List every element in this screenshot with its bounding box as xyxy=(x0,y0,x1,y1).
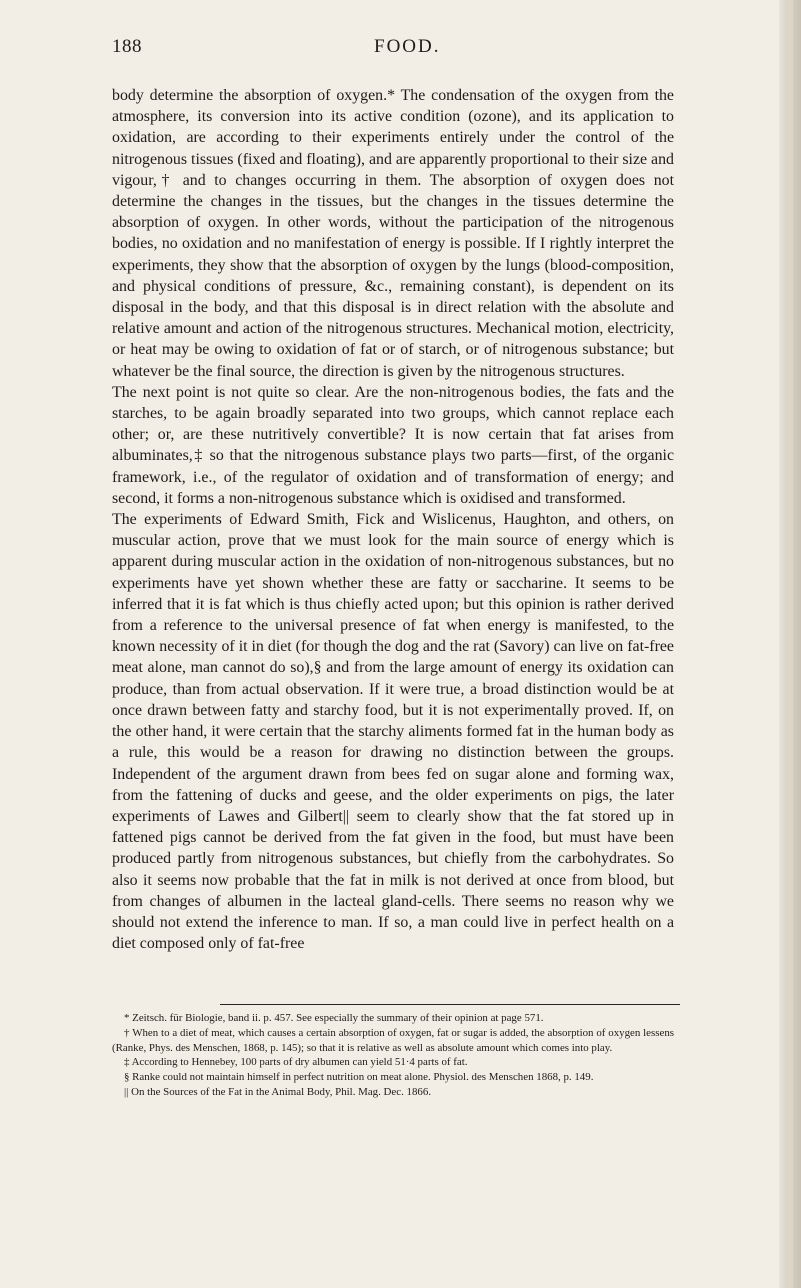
footnote: † When to a diet of meat, which causes a certain absorption of oxygen, fat or sugar is added, the absorption of oxygen lessens (Ranke, Phys. des Menschen, 1868, p. 145); so that it is relative as well as absolute amount which comes into play. xyxy=(112,1026,674,1054)
paragraph: The experiments of Edward Smith, Fick and Wislicenus, Haughton, and others, on muscular action, prove that we must look for the main source of energy which is apparent during muscular action in the oxidation of non-nitrogenous substances, but no experiments have yet shown whether these are fatty or saccharine. It seems to be inferred that it is fat which is thus chiefly acted upon; but this opinion is rather derived from a reference to the universal presence of fat when energy is manifested, to the known necessity of it in diet (for though the dog and the rat (Savory) can live on fat-free meat alone, man cannot do so),§ and from the large amount of energy its oxidation can produce, than from actual observation. If it were true, a broad distinction would be at once drawn between fatty and starchy food, but it is not experimentally proved. If, on the other hand, it were certain that the starchy aliments formed fat in the human body as a rule, this would be a reason for drawing no distinction between the groups. Independent of the argument drawn from bees fed on sugar alone and forming wax, from the fattening of ducks and geese, and the older experiments on pigs, the later experiments of Lawes and Gilbert|| seem to clearly show that the fat stored up in fattened pigs cannot be derived from the fat given in the food, but must have been produced partly from nitrogenous substances, but chiefly from the carbohydrates. So also it seems now probable that the fat in milk is not derived at once from blood, but from changes of albumen in the lacteal gland-cells. There seems no reason why we should not extend the inference to man. If so, a man could live in perfect health on a diet composed only of fat-free xyxy=(112,511,674,953)
paragraph: body determine the absorption of oxygen.* The condensation of the oxygen from the atmosphere, its conversion into its active condition (ozone), and its application to oxidation, are according to their experiments entirely under the control of the nitrogenous tissues (fixed and floating), and are apparently proportional to their size and vigour,† and to changes occurring in them. The absorption of oxygen does not determine the changes in the tissues, but the changes in the tissues determine the absorption of oxygen. In other words, without the participation of the nitrogenous bodies, no oxidation and no manifestation of energy is possible. If I rightly interpret the experiments, they show that the absorption of oxygen by the lungs (blood-composition, and physical conditions of pressure, &c., remaining constant), is dependent on its disposal in the body, and that this disposal is in direct relation with the absolute and relative amount and action of the nitrogenous structures. Mechanical motion, electricity, or heat may be owing to oxidation of fat or of starch, or of nitrogenous substance; but whatever be the final source, the direction is given by the nitrogenous structures. xyxy=(112,87,674,380)
footnote-rule xyxy=(220,1004,680,1005)
footnote: || On the Sources of the Fat in the Animal Body, Phil. Mag. Dec. 1866. xyxy=(124,1085,432,1098)
running-head: FOOD. xyxy=(374,36,441,57)
paragraph: The next point is not quite so clear. Are the non-nitrogenous bodies, the fats and the starches, to be again broadly separated into two groups, which cannot replace each other; or, are these nutritively convertible? It is now certain that fat arises from albuminates,‡ so that the nitrogenous substance plays two parts—first, of the organic framework, i.e., of the regulator of oxidation and of transformation of energy; and second, it forms a non-nitrogenous substance which is oxidised and transformed. xyxy=(112,383,674,507)
footnote: ‡ According to Hennebey, 100 parts of dry albumen can yield 51·4 parts of fat. xyxy=(124,1056,468,1069)
footnotes xyxy=(112,1011,674,1100)
page-number: 188 xyxy=(112,36,142,57)
main-text xyxy=(112,85,674,954)
footnote: * Zeitsch. für Biologie, band ii. p. 457. See especially the summary of their opinion at page 571. xyxy=(124,1012,544,1024)
page-header xyxy=(112,36,672,60)
footnote: § Ranke could not maintain himself in perfect nutrition on meat alone. Physiol. des Menschen 1868, p. 149. xyxy=(124,1071,594,1084)
page-edge-stripe xyxy=(787,0,793,1288)
